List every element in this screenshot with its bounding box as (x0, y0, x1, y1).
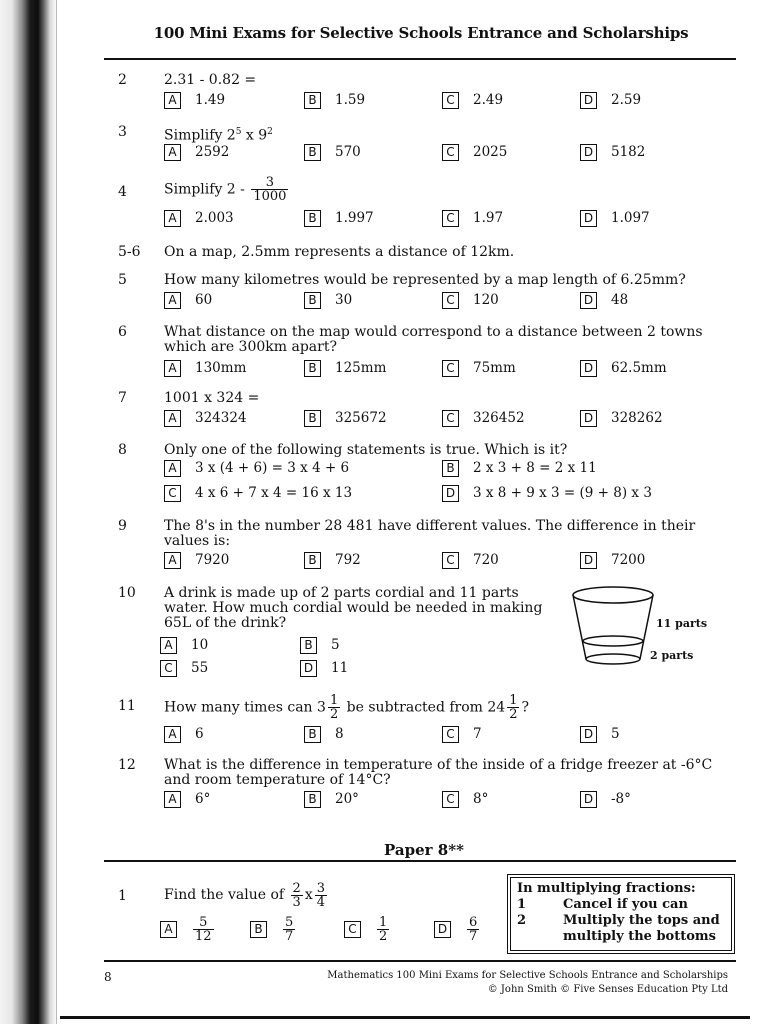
question-number: 3 (118, 124, 127, 140)
question-number: 12 (118, 757, 136, 773)
question-text-line2: which are 300km apart? (164, 339, 337, 355)
question-text: Simplify 2 - $\frac{3}{1000}$ (164, 175, 287, 204)
header-rule (104, 58, 736, 60)
question-number: 10 (118, 585, 136, 601)
option-d[interactable]: D 328262 (580, 410, 663, 427)
option-a[interactable]: A 130mm (164, 360, 246, 377)
option-a[interactable]: A 3 x (4 + 6) = 3 x 4 + 6 (164, 460, 349, 477)
question-text: 1001 x 324 = (164, 390, 260, 406)
paper-title: Paper 8** (384, 841, 464, 859)
question-text: The 8's in the number 28 481 have different values. The difference in their (164, 518, 696, 534)
question-number: 7 (118, 390, 127, 406)
option-a[interactable]: A 10 (160, 637, 208, 654)
tip-box (510, 877, 732, 951)
option-d[interactable]: D 5182 (580, 144, 645, 161)
question-number: 6 (118, 324, 127, 340)
option-c[interactable]: C 7 (442, 726, 482, 743)
question-number: 4 (118, 184, 127, 200)
option-a[interactable]: A 1.49 (164, 92, 225, 109)
question-number: 2 (118, 72, 127, 88)
option-d[interactable]: D 1.097 (580, 210, 650, 227)
question-text: How many kilometres would be represented by a map length of 6.25mm? (164, 272, 686, 288)
fraction: $\frac{3}{1000}$ (253, 175, 287, 204)
option-d[interactable]: D 62.5mm (580, 360, 667, 377)
option-a[interactable]: A 60 (164, 292, 212, 309)
label-11-parts: 11 parts (656, 617, 708, 630)
option-b[interactable]: B 30 (304, 292, 352, 309)
question-number: 8 (118, 442, 127, 458)
footer-rule (104, 960, 736, 962)
option-d[interactable]: D 3 x 8 + 9 x 3 = (9 + 8) x 3 (442, 485, 652, 502)
option-a[interactable]: A 6 (164, 726, 204, 743)
question-number: 9 (118, 518, 127, 534)
question-text: Find the value of $\frac{2}{3}$ x $\frac{3}{4}$ (164, 880, 326, 910)
footer-credit-line1: Mathematics 100 Mini Exams for Selective Schools Entrance and Scholarships (327, 970, 728, 981)
option-d[interactable]: D -8° (580, 791, 631, 808)
question-text-line3: 65L of the drink? (164, 615, 287, 631)
option-c[interactable]: C 8° (442, 791, 488, 808)
option-c[interactable]: C 1.97 (442, 210, 503, 227)
option-d[interactable]: D 48 (580, 292, 628, 309)
page-number: 8 (104, 970, 112, 984)
option-d[interactable]: D $\frac{6}{7}$ (434, 916, 481, 943)
question-text: Only one of the following statements is true. Which is it? (164, 442, 568, 458)
book-binding (0, 0, 56, 1024)
option-d[interactable]: D 7200 (580, 552, 645, 569)
label-2-parts: 2 parts (650, 649, 694, 662)
option-a[interactable]: A 2592 (164, 144, 229, 161)
question-text: On a map, 2.5mm represents a distance of 12km. (164, 244, 515, 260)
option-b[interactable]: B 5 (300, 637, 340, 654)
question-text: What distance on the map would correspond to a distance between 2 towns (164, 324, 703, 340)
tip-row: multiply the bottoms (563, 929, 716, 944)
option-c[interactable]: C 75mm (442, 360, 516, 377)
question-number: 1 (118, 888, 127, 904)
question-text: How many times can 3 $\frac{1}{2}$ be subtracted from 24 $\frac{1}{2}$ ? (164, 693, 529, 722)
question-text-line2: values is: (164, 533, 231, 549)
option-b[interactable]: B 792 (304, 552, 361, 569)
option-c[interactable]: C 720 (442, 552, 499, 569)
question-text: A drink is made up of 2 parts cordial and 11 parts (164, 585, 519, 601)
question-text: Simplify $2^5$ x $9^2$ (164, 127, 273, 144)
option-b[interactable]: B 2 x 3 + 8 = 2 x 11 (442, 460, 597, 477)
option-b[interactable]: B $\frac{5}{7}$ (250, 916, 297, 943)
option-c[interactable]: C $\frac{1}{2}$ (344, 916, 391, 943)
page-edge (56, 0, 57, 1024)
option-b[interactable]: B 8 (304, 726, 344, 743)
option-d[interactable]: D 2.59 (580, 92, 641, 109)
option-a[interactable]: A $\frac{5}{12}$ (160, 916, 216, 943)
option-c[interactable]: C 55 (160, 660, 208, 677)
option-c[interactable]: C 120 (442, 292, 499, 309)
cup-diagram (570, 585, 656, 671)
option-c[interactable]: C 326452 (442, 410, 525, 427)
footer-credit-line2: © John Smith © Five Senses Education Pty Ltd (487, 984, 728, 995)
option-a[interactable]: A 324324 (164, 410, 247, 427)
option-b[interactable]: B 20° (304, 791, 359, 808)
bottom-rule (60, 1016, 750, 1019)
question-text: What is the difference in temperature of the inside of a fridge freezer at -6°C (164, 757, 713, 773)
option-b[interactable]: B 1.59 (304, 92, 365, 109)
question-text: 2.31 - 0.82 = (164, 72, 257, 88)
option-a[interactable]: A 6° (164, 791, 210, 808)
option-c[interactable]: C 4 x 6 + 7 x 4 = 16 x 13 (164, 485, 352, 502)
option-b[interactable]: B 325672 (304, 410, 387, 427)
option-a[interactable]: A 2.003 (164, 210, 234, 227)
option-b[interactable]: B 125mm (304, 360, 386, 377)
tip-title: In multiplying fractions: (517, 881, 696, 896)
option-d[interactable]: D 5 (580, 726, 620, 743)
tip-row: 2 Multiply the tops and (517, 913, 720, 928)
option-b[interactable]: B 1.997 (304, 210, 374, 227)
page-title: 100 Mini Exams for Selective Schools Entrance and Scholarships (153, 24, 689, 42)
option-c[interactable]: C 2025 (442, 144, 507, 161)
question-number: 5-6 (118, 244, 141, 260)
option-a[interactable]: A 7920 (164, 552, 229, 569)
option-b[interactable]: B 570 (304, 144, 361, 161)
option-c[interactable]: C 2.49 (442, 92, 503, 109)
question-text-line2: water. How much cordial would be needed in making (164, 600, 543, 616)
question-text-line2: and room temperature of 14°C? (164, 772, 391, 788)
option-d[interactable]: D 11 (300, 660, 348, 677)
question-number: 11 (118, 698, 136, 714)
tip-row: 1 Cancel if you can (517, 897, 688, 912)
question-number: 5 (118, 272, 127, 288)
paper-rule (104, 860, 736, 862)
